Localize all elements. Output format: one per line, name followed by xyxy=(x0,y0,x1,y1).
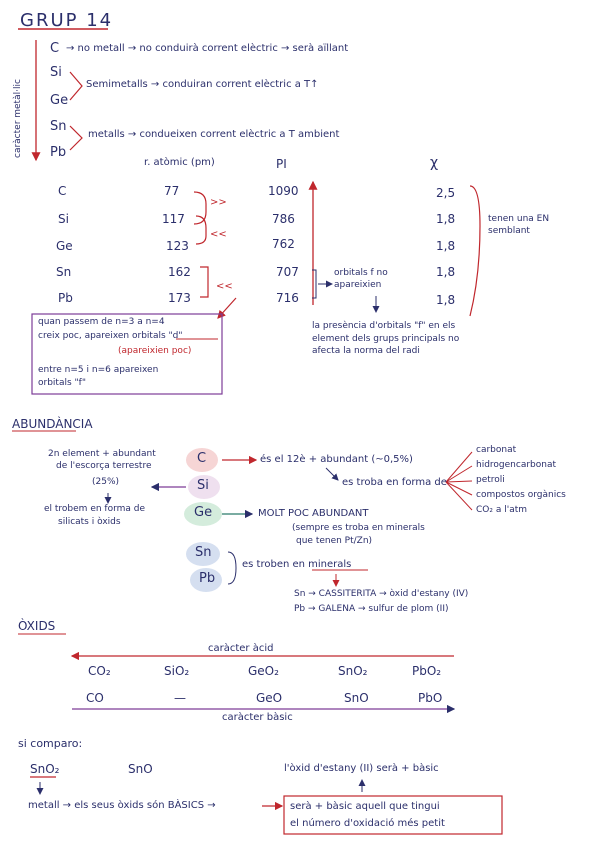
row-chi: 1,8 xyxy=(436,212,456,226)
row-pi: 1090 xyxy=(268,184,299,198)
oxide-cell: CO xyxy=(86,691,104,705)
basic-character-label: caràcter bàsic xyxy=(222,712,293,723)
element-sn: Sn xyxy=(50,119,67,134)
oxide-cell: SnO₂ xyxy=(338,664,368,678)
note-line: (apareixien poc) xyxy=(118,346,192,356)
basic-oxide-note: l'òxid d'estany (II) serà + bàsic xyxy=(284,763,439,774)
chi-note: tenen una EN semblant xyxy=(488,214,550,236)
si-abundance-percent: (25%) xyxy=(92,477,120,487)
oxide-cell: GeO₂ xyxy=(248,664,279,678)
abundance-element-c: C xyxy=(197,451,207,466)
orbitals-f-note: orbitals f no apareixien xyxy=(334,268,388,290)
c-form-desc: es troba en forma de xyxy=(342,477,447,488)
row-pi: 716 xyxy=(276,291,299,305)
row-chi: 2,5 xyxy=(436,186,456,200)
sno2-formula: SnO₂ xyxy=(30,762,60,776)
abundance-element-pb: Pb xyxy=(199,571,216,586)
oxide-cell: SiO₂ xyxy=(164,664,190,678)
row-element: Si xyxy=(58,212,69,226)
abundance-element-ge: Ge xyxy=(194,505,213,520)
oxide-cell: GeO xyxy=(256,691,283,705)
row-pi: 707 xyxy=(276,265,299,279)
pi-note: la presència d'orbitals "f" en els element dels grups principals no afecta la norma del radi xyxy=(312,321,460,357)
ge-mineral-line: que tenen Pt/Zn) xyxy=(296,536,373,546)
oxide-cell: PbO xyxy=(418,691,443,705)
row-radius: 117 xyxy=(162,212,185,226)
pi-header: PI xyxy=(276,157,287,171)
si-abundance-line: 2n element + abundant xyxy=(48,449,156,459)
si-form-line: silicats i òxids xyxy=(58,517,121,527)
abundance-element-si: Si xyxy=(197,478,209,493)
semimetal-description: Semimetalls → conduiran corrent elèctric a T↑ xyxy=(86,79,319,90)
page-title: GRUP 14 xyxy=(20,10,114,31)
conclusion-line: serà + bàsic aquell que tingui xyxy=(290,801,440,812)
conclusion-line: el número d'oxidació més petit xyxy=(290,818,445,829)
row-radius: 77 xyxy=(164,184,180,198)
c-description: → no metall → no conduirà corrent elèctric → serà aïllant xyxy=(66,43,349,54)
c-form-item: CO₂ a l'atm xyxy=(476,505,527,515)
c-form-item: hidrogencarbonat xyxy=(476,460,557,470)
metal-bracket xyxy=(70,126,82,150)
abundance-element-sn: Sn xyxy=(195,545,212,560)
oxide-cell: SnO xyxy=(344,691,369,705)
radius-header: r. atòmic (pm) xyxy=(144,157,215,168)
compare-heading: si comparo: xyxy=(18,737,83,750)
row-chi: 1,8 xyxy=(436,239,456,253)
row-radius: 173 xyxy=(168,291,191,305)
c-form-item: petroli xyxy=(476,475,505,485)
snpb-desc: es troben en minerals xyxy=(242,559,352,570)
metal-rule: metall → els seus òxids són BÀSICS → xyxy=(28,800,216,811)
element-si: Si xyxy=(50,65,62,80)
metallic-character-label: caràcter metàl·lic xyxy=(13,79,23,158)
c-form-item: compostos orgànics xyxy=(476,490,566,500)
row-element: Sn xyxy=(56,265,72,279)
row-pi: 786 xyxy=(272,212,295,226)
note-line: creix poc, apareixen orbitals "d" xyxy=(38,331,183,341)
note-line: entre n=5 i n=6 apareixen xyxy=(38,365,159,375)
oxide-cell: PbO₂ xyxy=(412,664,442,678)
note-line: orbitals "f" xyxy=(38,378,86,388)
row-chi: 1,8 xyxy=(436,265,456,279)
acid-character-label: caràcter àcid xyxy=(208,643,274,654)
note-line: quan passem de n=3 a n=4 xyxy=(38,317,165,327)
row-pi: 762 xyxy=(272,237,295,251)
sn-mineral: Sn → CASSITERITA → òxid d'estany (IV) xyxy=(294,589,469,599)
c-abundance-desc: és el 12è + abundant (~0,5%) xyxy=(260,454,413,465)
radius-lt-mark-2: << xyxy=(216,281,233,292)
ge-abundance-desc: MOLT POC ABUNDANT xyxy=(258,508,369,519)
sno-formula: SnO xyxy=(128,762,153,776)
row-element: Pb xyxy=(58,291,73,305)
radius-gt-mark: >> xyxy=(210,197,227,208)
radius-lt-mark: << xyxy=(210,229,227,240)
element-ge: Ge xyxy=(50,93,69,108)
oxide-cell: — xyxy=(174,691,186,705)
abundance-heading: ABUNDÀNCIA xyxy=(12,417,93,431)
element-c: C xyxy=(50,41,60,56)
c-form-item: carbonat xyxy=(476,445,517,455)
row-element: C xyxy=(58,184,67,198)
row-radius: 162 xyxy=(168,265,191,279)
row-chi: 1,8 xyxy=(436,293,456,307)
chi-header: χ xyxy=(430,155,439,171)
si-form-line: el trobem en forma de xyxy=(44,504,146,514)
row-element: Ge xyxy=(56,239,73,253)
oxide-cell: CO₂ xyxy=(88,664,111,678)
element-pb: Pb xyxy=(50,145,67,160)
semimetal-bracket xyxy=(70,72,82,100)
pb-mineral: Pb → GALENA → sulfur de plom (II) xyxy=(294,604,449,614)
oxides-heading: ÒXIDS xyxy=(18,619,56,633)
si-abundance-line: de l'escorça terrestre xyxy=(56,461,152,471)
ge-mineral-line: (sempre es troba en minerals xyxy=(292,523,425,533)
row-radius: 123 xyxy=(166,239,189,253)
metal-description: metalls → condueixen corrent elèctric a T ambient xyxy=(88,129,340,140)
